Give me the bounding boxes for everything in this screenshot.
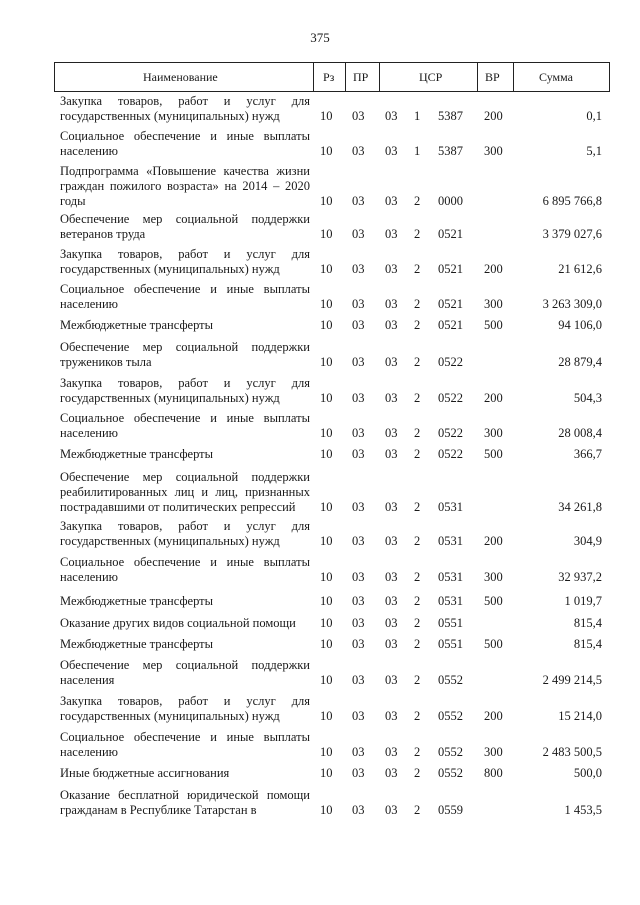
row-rz: 10	[320, 709, 333, 723]
row-sum: 6 895 766,8	[542, 194, 602, 208]
header-divider	[345, 63, 346, 91]
row-name: Закупка товаров, работ и услуг для государственных (муниципальных) нужд	[60, 376, 310, 405]
row-c2: 2	[414, 447, 421, 461]
row-c2: 2	[414, 709, 421, 723]
row-vr: 200	[484, 709, 503, 723]
row-name: Социальное обеспечение и иные выплаты населению	[60, 282, 310, 311]
row-c1: 03	[385, 803, 398, 817]
row-c1: 03	[385, 262, 398, 276]
row-c2: 2	[414, 803, 421, 817]
row-rz: 10	[320, 766, 333, 780]
row-rz: 10	[320, 262, 333, 276]
row-pr: 03	[352, 500, 365, 514]
row-c3: 0552	[438, 673, 463, 687]
row-sum: 1 453,5	[564, 803, 602, 817]
row-rz: 10	[320, 570, 333, 584]
row-c3: 0522	[438, 355, 463, 369]
row-vr: 800	[484, 766, 503, 780]
row-name: Иные бюджетные ассигнования	[60, 766, 230, 780]
row-c3: 0521	[438, 227, 463, 241]
row-pr: 03	[352, 262, 365, 276]
row-name: Социальное обеспечение и иные выплаты населению	[60, 129, 310, 158]
row-sum: 2 483 500,5	[542, 745, 602, 759]
row-c2: 1	[414, 144, 421, 158]
row-name: Социальное обеспечение и иные выплаты населению	[60, 411, 310, 440]
row-c1: 03	[385, 109, 398, 123]
row-sum: 28 879,4	[558, 355, 602, 369]
row-sum: 2 499 214,5	[542, 673, 602, 687]
row-c2: 2	[414, 500, 421, 514]
row-vr: 500	[484, 594, 503, 608]
row-c3: 5387	[438, 144, 463, 158]
row-rz: 10	[320, 109, 333, 123]
row-pr: 03	[352, 391, 365, 405]
row-pr: 03	[352, 318, 365, 332]
budget-table	[54, 62, 610, 817]
row-rz: 10	[320, 447, 333, 461]
row-rz: 10	[320, 745, 333, 759]
row-c3: 0552	[438, 709, 463, 723]
row-c1: 03	[385, 766, 398, 780]
row-sum: 21 612,6	[558, 262, 602, 276]
row-c1: 03	[385, 227, 398, 241]
row-c2: 2	[414, 297, 421, 311]
row-c3: 0521	[438, 262, 463, 276]
header-csr: ЦСР	[419, 70, 443, 84]
row-name: Подпрограмма «Повышение качества жизни граждан пожилого возраста» на 2014 – 2020 годы	[60, 164, 310, 208]
row-pr: 03	[352, 447, 365, 461]
row-c3: 0522	[438, 391, 463, 405]
row-pr: 03	[352, 570, 365, 584]
row-pr: 03	[352, 297, 365, 311]
row-name: Межбюджетные трансферты	[60, 318, 214, 332]
row-c2: 2	[414, 570, 421, 584]
row-sum: 15 214,0	[558, 709, 602, 723]
row-pr: 03	[352, 355, 365, 369]
row-vr: 200	[484, 109, 503, 123]
row-c1: 03	[385, 318, 398, 332]
row-c2: 2	[414, 594, 421, 608]
row-c2: 2	[414, 391, 421, 405]
row-rz: 10	[320, 391, 333, 405]
row-c3: 0551	[438, 637, 463, 651]
page-number: 375	[310, 30, 330, 45]
row-rz: 10	[320, 426, 333, 440]
row-c1: 03	[385, 355, 398, 369]
row-vr: 500	[484, 447, 503, 461]
row-rz: 10	[320, 616, 333, 630]
row-pr: 03	[352, 534, 365, 548]
header-pr: ПР	[353, 70, 369, 84]
row-rz: 10	[320, 594, 333, 608]
row-name: Закупка товаров, работ и услуг для государственных (муниципальных) нужд	[60, 94, 310, 123]
row-pr: 03	[352, 594, 365, 608]
row-c1: 03	[385, 391, 398, 405]
row-c3: 0521	[438, 297, 463, 311]
row-rz: 10	[320, 637, 333, 651]
row-c1: 03	[385, 144, 398, 158]
row-vr: 300	[484, 297, 503, 311]
row-name: Обеспечение мер социальной поддержки тружеников тыла	[60, 340, 310, 369]
row-sum: 32 937,2	[558, 570, 602, 584]
row-c3: 0552	[438, 745, 463, 759]
header-name: Наименование	[143, 70, 218, 84]
row-c3: 0000	[438, 194, 463, 208]
row-c2: 2	[414, 355, 421, 369]
row-c3: 0551	[438, 616, 463, 630]
row-sum: 28 008,4	[558, 426, 602, 440]
row-sum: 5,1	[586, 144, 602, 158]
row-c1: 03	[385, 500, 398, 514]
header-divider	[477, 63, 478, 91]
row-vr: 300	[484, 570, 503, 584]
row-c2: 2	[414, 637, 421, 651]
row-pr: 03	[352, 109, 365, 123]
row-sum: 3 379 027,6	[542, 227, 602, 241]
row-name: Оказание других видов социальной помощи	[60, 616, 296, 630]
row-vr: 200	[484, 534, 503, 548]
row-c3: 5387	[438, 109, 463, 123]
row-sum: 34 261,8	[558, 500, 602, 514]
row-c2: 1	[414, 109, 421, 123]
row-c3: 0522	[438, 447, 463, 461]
row-rz: 10	[320, 194, 333, 208]
row-sum: 500,0	[573, 766, 602, 780]
row-vr: 300	[484, 426, 503, 440]
row-vr: 200	[484, 262, 503, 276]
row-c1: 03	[385, 616, 398, 630]
row-c3: 0559	[438, 803, 463, 817]
row-c3: 0521	[438, 318, 463, 332]
header-divider	[313, 63, 314, 91]
row-vr: 200	[484, 391, 503, 405]
row-pr: 03	[352, 766, 365, 780]
row-name: Обеспечение мер социальной поддержки ветеранов труда	[60, 212, 310, 241]
table-header	[54, 62, 610, 92]
row-c2: 2	[414, 194, 421, 208]
row-name: Обеспечение мер социальной поддержки реабилитированных лиц и лиц, признанных пострадавшими от политических репрессий	[60, 470, 310, 514]
row-c1: 03	[385, 570, 398, 584]
row-sum: 815,4	[573, 637, 602, 651]
row-sum: 815,4	[573, 616, 602, 630]
row-name: Социальное обеспечение и иные выплаты населению	[60, 555, 310, 584]
row-name: Оказание бесплатной юридической помощи гражданам в Республике Татарстан в	[60, 788, 310, 817]
row-pr: 03	[352, 709, 365, 723]
row-c1: 03	[385, 534, 398, 548]
row-rz: 10	[320, 534, 333, 548]
row-rz: 10	[320, 673, 333, 687]
row-pr: 03	[352, 637, 365, 651]
row-c1: 03	[385, 447, 398, 461]
header-divider	[379, 63, 380, 91]
row-c1: 03	[385, 637, 398, 651]
row-c2: 2	[414, 616, 421, 630]
row-sum: 504,3	[573, 391, 602, 405]
row-rz: 10	[320, 318, 333, 332]
row-name: Межбюджетные трансферты	[60, 447, 214, 461]
row-c2: 2	[414, 262, 421, 276]
row-c2: 2	[414, 673, 421, 687]
row-c2: 2	[414, 766, 421, 780]
header-vr: ВР	[485, 70, 500, 84]
row-name: Закупка товаров, работ и услуг для государственных (муниципальных) нужд	[60, 247, 310, 276]
row-name: Межбюджетные трансферты	[60, 594, 214, 608]
header-sum: Сумма	[539, 70, 573, 84]
row-c2: 2	[414, 745, 421, 759]
row-c1: 03	[385, 709, 398, 723]
row-vr: 300	[484, 144, 503, 158]
row-rz: 10	[320, 803, 333, 817]
row-sum: 3 263 309,0	[542, 297, 602, 311]
row-pr: 03	[352, 616, 365, 630]
row-pr: 03	[352, 745, 365, 759]
row-sum: 0,1	[586, 109, 602, 123]
row-c3: 0552	[438, 766, 463, 780]
row-rz: 10	[320, 227, 333, 241]
row-c3: 0531	[438, 594, 463, 608]
row-vr: 500	[484, 318, 503, 332]
header-divider	[513, 63, 514, 91]
row-sum: 304,9	[573, 534, 602, 548]
row-c1: 03	[385, 297, 398, 311]
row-name: Закупка товаров, работ и услуг для государственных (муниципальных) нужд	[60, 519, 310, 548]
row-c1: 03	[385, 745, 398, 759]
row-pr: 03	[352, 194, 365, 208]
row-c3: 0522	[438, 426, 463, 440]
row-rz: 10	[320, 355, 333, 369]
row-vr: 300	[484, 745, 503, 759]
row-c2: 2	[414, 227, 421, 241]
row-pr: 03	[352, 803, 365, 817]
row-pr: 03	[352, 426, 365, 440]
row-rz: 10	[320, 297, 333, 311]
row-c2: 2	[414, 426, 421, 440]
row-sum: 366,7	[573, 447, 602, 461]
row-pr: 03	[352, 227, 365, 241]
row-c2: 2	[414, 534, 421, 548]
row-name: Закупка товаров, работ и услуг для государственных (муниципальных) нужд	[60, 694, 310, 723]
row-c1: 03	[385, 426, 398, 440]
row-pr: 03	[352, 144, 365, 158]
header-rz: Рз	[323, 70, 335, 84]
row-c1: 03	[385, 673, 398, 687]
row-c3: 0531	[438, 570, 463, 584]
row-vr: 500	[484, 637, 503, 651]
row-pr: 03	[352, 673, 365, 687]
row-name: Межбюджетные трансферты	[60, 637, 214, 651]
row-c3: 0531	[438, 534, 463, 548]
row-rz: 10	[320, 144, 333, 158]
row-c3: 0531	[438, 500, 463, 514]
row-rz: 10	[320, 500, 333, 514]
row-sum: 1 019,7	[564, 594, 602, 608]
row-c1: 03	[385, 194, 398, 208]
row-c1: 03	[385, 594, 398, 608]
row-name: Обеспечение мер социальной поддержки населения	[60, 658, 310, 687]
row-sum: 94 106,0	[558, 318, 602, 332]
row-c2: 2	[414, 318, 421, 332]
row-name: Социальное обеспечение и иные выплаты населению	[60, 730, 310, 759]
